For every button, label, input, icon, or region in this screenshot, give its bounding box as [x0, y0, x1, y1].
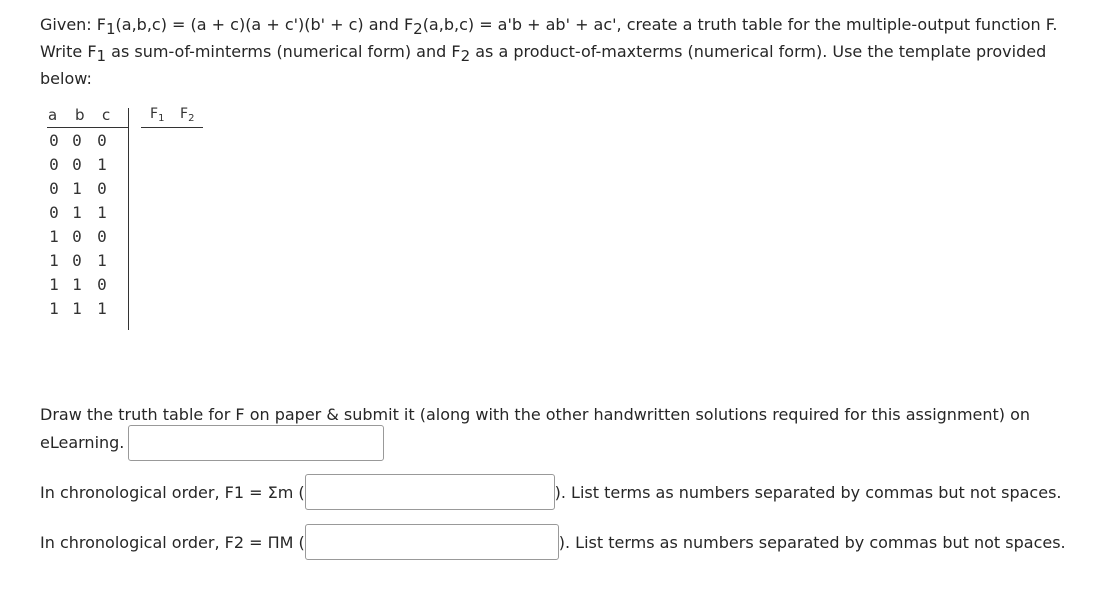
cell-c: 0	[97, 179, 107, 198]
header-f2: $F_2$	[180, 106, 195, 124]
cell-a: 1	[49, 275, 59, 294]
question-part: (a,b,c) = a'b + ab' + ac', create a truth table for the multiple-output function F. Write F	[40, 15, 1058, 61]
table-row	[47, 179, 128, 203]
cell-a: 0	[49, 155, 59, 174]
elearning-answer-field[interactable]	[128, 425, 384, 461]
cell-b: 0	[72, 131, 82, 150]
table-row	[47, 155, 128, 179]
f1-prefix-label: In chronological order, F1 = Σm (	[40, 482, 305, 502]
subscript: 2	[413, 20, 423, 38]
cell-a: 1	[49, 227, 59, 246]
cell-c: 1	[97, 299, 107, 318]
question-part: as sum-of-minterms (numerical form) and F	[106, 42, 461, 61]
question-part: (a,b,c) = (a + c)(a + c')(b' + c) and F	[115, 15, 414, 34]
output-header-underline	[141, 127, 203, 128]
question-text	[40, 11, 1090, 92]
cell-c: 1	[97, 251, 107, 270]
table-row	[47, 131, 128, 155]
truth-table-template	[47, 106, 217, 331]
cell-c: 1	[97, 203, 107, 222]
cell-c: 0	[97, 227, 107, 246]
cell-b: 0	[72, 227, 82, 246]
f2-maxterms-input[interactable]	[305, 524, 559, 560]
table-row	[47, 299, 128, 323]
subscript: 1	[96, 47, 107, 65]
cell-a: 0	[49, 131, 59, 150]
f1-suffix-label: ). List terms as numbers separated by commas but not spaces.	[554, 482, 1062, 502]
cell-c: 0	[97, 131, 107, 150]
cell-a: 1	[49, 251, 59, 270]
cell-b: 1	[72, 179, 82, 198]
f1-answer-row	[40, 474, 1062, 510]
table-row	[47, 275, 128, 299]
table-divider	[128, 108, 129, 330]
cell-b: 0	[72, 251, 82, 270]
question-part: as a product-of-maxterms (numerical form). Use the template provided below:	[40, 42, 1047, 88]
f2-prefix-label: In chronological order, F2 = ΠM (	[40, 532, 305, 552]
cell-b: 0	[72, 155, 82, 174]
cell-b: 1	[72, 203, 82, 222]
f2-answer-row	[40, 524, 1066, 560]
header-underline	[47, 127, 128, 128]
subscript: 2	[460, 47, 471, 65]
cell-a: 0	[49, 203, 59, 222]
cell-b: 1	[72, 275, 82, 294]
table-row	[47, 251, 128, 275]
instruction-text: Draw the truth table for F on paper & submit it (along with the other handwritten solutions required for this assignment) on eLearning.	[40, 405, 1031, 452]
f2-suffix-label: ). List terms as numbers separated by commas but not spaces.	[558, 532, 1066, 552]
header-c: c	[102, 106, 111, 124]
cell-a: 1	[49, 299, 59, 318]
cell-a: 0	[49, 179, 59, 198]
header-b: b	[75, 106, 85, 124]
table-row	[47, 227, 128, 251]
f1-minterms-input[interactable]	[305, 474, 555, 510]
cell-b: 1	[72, 299, 82, 318]
header-a: a	[48, 106, 58, 124]
header-f1: $F_1$	[150, 106, 165, 124]
cell-c: 0	[97, 275, 107, 294]
cell-c: 1	[97, 155, 107, 174]
table-row	[47, 203, 128, 227]
subscript: 1	[105, 20, 116, 38]
question-part: Given: F	[40, 15, 106, 34]
